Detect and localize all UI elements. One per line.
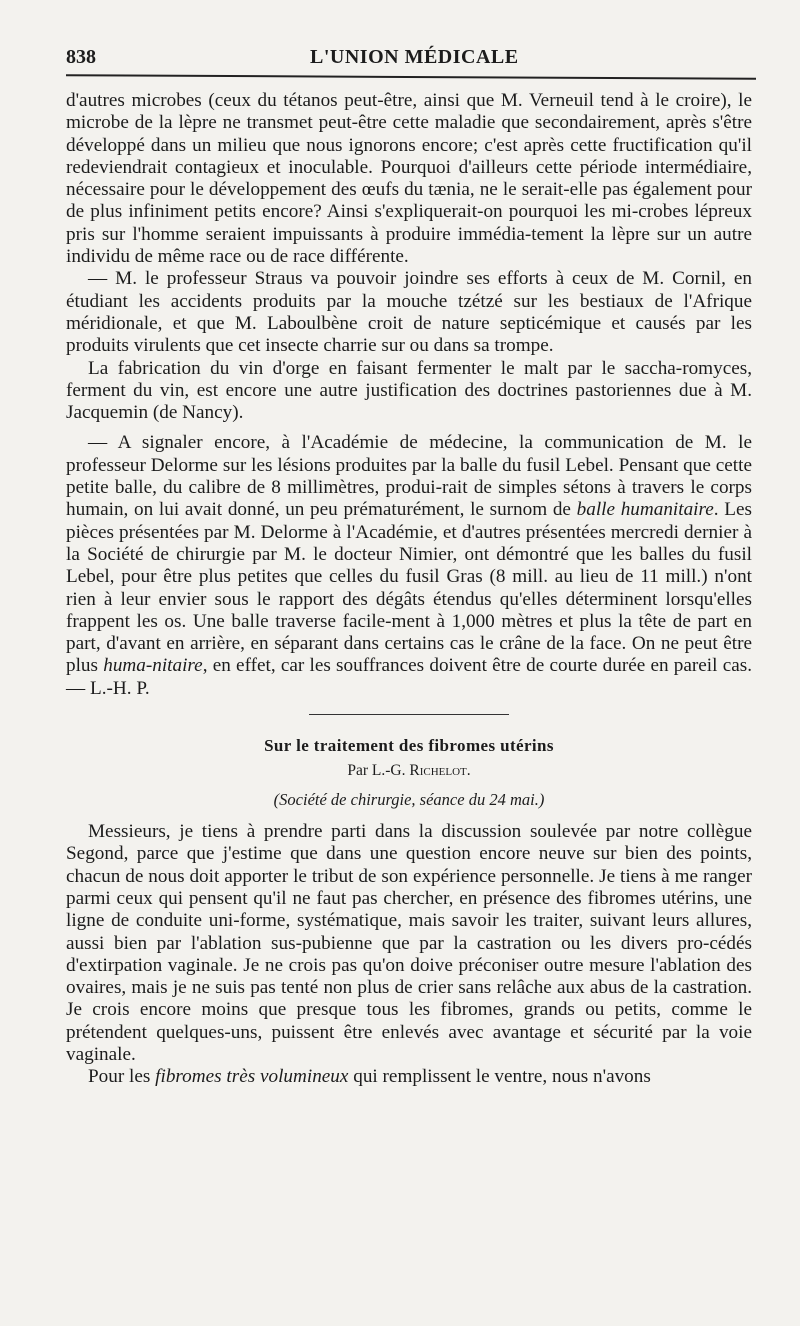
- section-divider: [309, 714, 509, 715]
- paragraph-4-part-a: — A signaler encore, à l'Académie de médecine, la communication de M. le professeur Delorme sur les lésions produites par la balle du fusil Lebel. Pensant que cette petite balle, du calibre de 8 millimètres, produi-rait de simples sétons à travers le corps humain, on lui avait donné, un peu prématurément, le surnom de: [66, 432, 752, 521]
- paragraph-2: — M. le professeur Straus va pouvoir joindre ses efforts à ceux de M. Cornil, en étudiant les accidents produits par la mouche tzétzé sur les bestiaux de l'Afrique méridionale, et que M. Laboulbène croit de nature septicémique et causés par les produits virulents que cet insecte charrie sur ou dans sa trompe.: [66, 268, 752, 357]
- paragraph-6-emphasis: fibromes très volumineux: [155, 1066, 349, 1088]
- paragraph-4: [66, 432, 752, 700]
- article-author: [66, 761, 752, 781]
- article-source-text: (Société de chirurgie, séance du 24 mai.): [273, 790, 545, 810]
- paragraph-4-emphasis-1: balle humanitaire: [576, 499, 714, 521]
- paragraph-3: La fabrication du vin d'orge en faisant fermenter le malt par le saccha-romyces, ferment du vin, est encore une autre justification des doctrines pastoriennes due à M. Jacquemin (de Nancy).: [66, 357, 752, 424]
- page-number: 838: [66, 46, 96, 68]
- author-prefix: Par L.-G.: [347, 762, 410, 780]
- paragraph-4-part-b: . Les pièces présentées par M. Delorme à l'Académie, et d'autres présentées mercredi dernier à la Société de chirurgie par M. le docteur Nimier, ont démontré que les balles du fusil Lebel, pour être plus petites que celles du fusil Gras (8 mill. au lieu de 11 mill.) n'ont rien à leur envier sous le rapport des dégâts étendus qu'elles déterminent lorsqu'elles frappent les os. Une balle traverse facile-ment à 1,000 mètres et plus la tête de part en part, d'avant en arrière, en séparant dans certains cas le crâne de la face. On ne peut être plus: [66, 499, 752, 677]
- paragraph-1: d'autres microbes (ceux du tétanos peut-être, ainsi que M. Verneuil tend à le croire), le microbe de la lèpre ne transmet peut-être cette maladie que secondairement, après s'être développé dans un milieu que nous ignorons encore; c'est après cette fructification qu'il redeviendrait contagieux et inoculable. Pourquoi d'ailleurs cette période intermédiaire, nécessaire pour le développement des œufs du tænia, ne le serait-elle pas également pour de plus infiniment petits encore? Ainsi s'expliquerait-on pourquoi les mi-crobes lépreux pris sur l'homme seraient impuissants à produire immédia-tement la lèpre sur un autre individu de même race ou de race différente.: [66, 90, 752, 268]
- author-name: Richelot.: [409, 762, 471, 780]
- paragraph-6-part-a: Pour les: [88, 1066, 156, 1088]
- header-rule: [66, 74, 756, 80]
- paragraph-4-part-c: , en effet, car les souffrances doivent être de courte durée en pareil cas. — L.-H. P.: [66, 655, 752, 699]
- journal-title: L'UNION MÉDICALE: [310, 46, 519, 68]
- article-source: [66, 789, 752, 811]
- paragraph-4-emphasis-2: huma-nitaire: [103, 655, 203, 677]
- paragraph-5: Messieurs, je tiens à prendre parti dans la discussion soulevée par notre collègue Segond, parce que j'estime que dans une question encore neuve sur bien des points, chacun de nous doit apporter le tribut de son expérience personnelle. Je tiens à me ranger parmi ceux qui pensent qu'il ne faut pas chercher, en présence des fibromes utérins, une ligne de conduite uni-forme, systématique, mais savoir les traiter, suivant leurs allures, aussi bien par l'ablation sus-pubienne que par la castration ou les divers pro-cédés d'extirpation vaginale. Je ne crois pas qu'on doive préconiser outre mesure l'ablation des ovaires, mais je ne suis pas tenté non plus de crier sans relâche aux abus de la castration. Je crois encore moins que presque tous les fibromes, grands ou petits, comme le prétendent quelques-uns, puissent être enlevés avec avantage et sécurité par la voie vaginale.: [66, 821, 752, 1065]
- paragraph-6: [66, 1066, 752, 1088]
- running-header: [66, 40, 754, 74]
- body-text: [66, 90, 752, 1089]
- article-title: Sur le traitement des fibromes utérins: [264, 736, 554, 756]
- paragraph-6-part-b: qui remplissent le ventre, nous n'avons: [348, 1066, 651, 1088]
